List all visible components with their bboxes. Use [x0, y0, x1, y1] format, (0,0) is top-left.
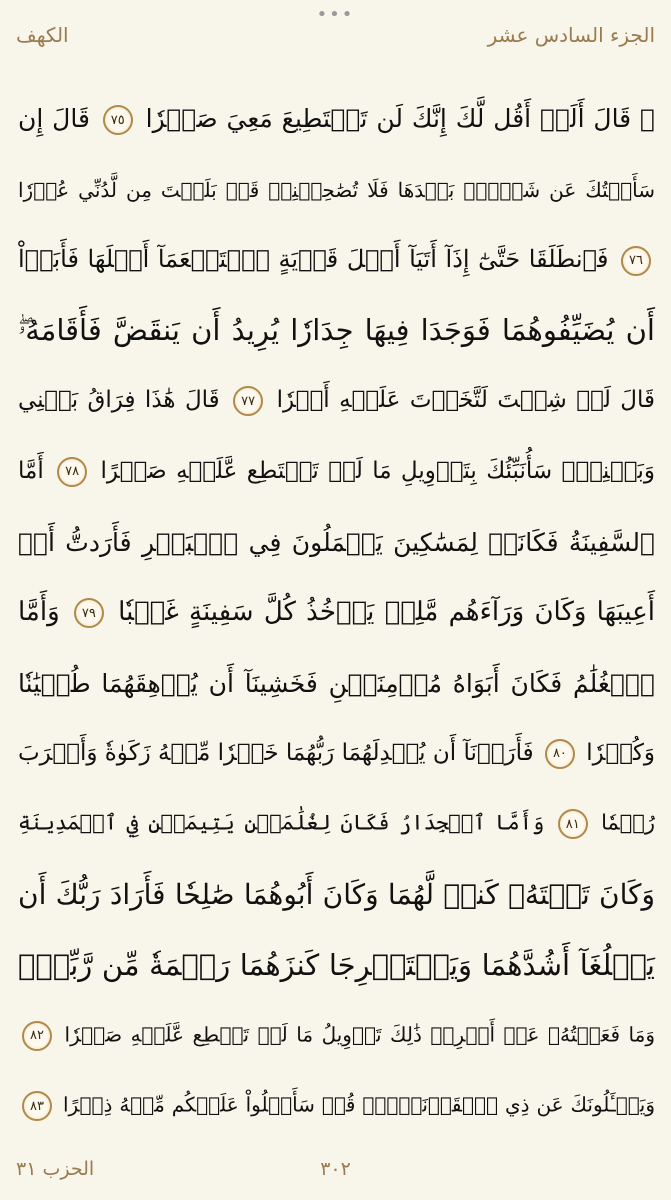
ayah-number-marker[interactable]: ٨١: [558, 809, 588, 839]
verse-text-segment: وَأَمَّا ٱلۡجِدَارُ فَكَانَ لِغُلَٰمَيۡنِ يَتِيمَيۡنِ فِي ٱلۡمَدِينَةِ: [18, 810, 545, 835]
page-footer: [16, 1156, 655, 1182]
verse-line-text: [18, 1021, 655, 1051]
verse-text-segment: وَيَسۡـَٔلُونَكَ عَن ذِي ٱلۡقَرۡنَيۡنِۖ قُلۡ سَأَتۡلُواْ عَلَيۡكُم مِّنۡهُ ذِكۡرًا: [62, 1092, 656, 1117]
verse-line: [18, 1001, 655, 1072]
verse-text-segment: وَكُفۡرٗا: [586, 739, 656, 766]
verse-line-text: [18, 1091, 655, 1121]
page-number: ٣٠٢: [320, 1158, 351, 1180]
verse-line-text: [18, 245, 655, 276]
verse-line-text: [18, 809, 655, 839]
verse-text-segment: أَعِيبَهَا وَكَانَ وَرَآءَهُم مَّلِكٞ يَأۡخُذُ كُلَّ سَفِينَةٍ غَصۡبٗا: [118, 597, 655, 628]
verse-text-segment: قَالَ هَٰذَا فِرَاقُ بَيۡنِي: [18, 387, 220, 414]
verse-line-text: [18, 597, 655, 628]
verse-text-segment: وَمَا فَعَلۡتُهُۥ عَنۡ أَمۡرِيۚ ذَٰلِكَ تَأۡوِيلُ مَا لَمۡ تَسۡطِع عَّلَيۡهِ صَبۡرٗا: [64, 1022, 655, 1047]
hizb-label: الحزب ٣١: [16, 1158, 95, 1180]
verse-line-text: [18, 457, 655, 487]
verse-text-segment: قَالَ إِن: [18, 103, 90, 133]
verse-line: [18, 930, 655, 1001]
verse-text-segment: وَأَمَّا: [18, 597, 60, 628]
verse-text-segment: يَبۡلُغَآ أَشُدَّهُمَا وَيَسۡتَخۡرِجَا كَنزَهُمَا رَحۡمَةٗ مِّن رَّبِّكَۚ: [18, 948, 655, 983]
verse-line: [18, 225, 655, 296]
verse-text-segment: ٱلسَّفِينَةُ فَكَانَتۡ لِمَسَٰكِينَ يَعۡمَلُونَ فِي ٱلۡبَحۡرِ فَأَرَدتُّ أَنۡ: [18, 527, 655, 557]
verse-text-segment: فَأَرَدۡنَآ أَن يُبۡدِلَهُمَا رَبُّهُمَا خَيۡرٗا مِّنۡهُ زَكَوٰةٗ وَأَقۡرَبَ: [18, 739, 534, 766]
ayah-number-marker[interactable]: ٨٢: [22, 1021, 52, 1051]
verse-text-segment: أَن يُضَيِّفُوهُمَا فَوَجَدَا فِيهَا جِدَارٗا يُرِيدُ أَن يَنقَضَّ فَأَقَامَهُۥۖ: [18, 313, 655, 348]
verse-line-text: [18, 528, 655, 557]
ayah-number-marker[interactable]: ٨٣: [22, 1091, 52, 1121]
verse-line-text: [18, 878, 655, 911]
verse-text-segment: قَالَ لَوۡ شِئۡتَ لَتَّخَذۡتَ عَلَيۡهِ أَجۡرٗا: [276, 387, 656, 414]
top-handle-dots[interactable]: •••: [316, 4, 355, 25]
verse-text-segment: رُحۡمٗا: [601, 810, 655, 835]
verse-line-text: [18, 739, 655, 769]
verse-text-segment: وَبَيۡنِكَۚ سَأُنَبِّئُكَ بِتَأۡوِيلِ مَا لَمۡ تَسۡتَطِع عَّلَيۡهِ صَبۡرًا: [100, 457, 655, 484]
verse-line-text: [18, 948, 655, 982]
verse-line: [18, 1071, 655, 1142]
ayah-number-marker[interactable]: ٧٥: [103, 105, 133, 135]
verse-line-text: [18, 386, 655, 416]
verse-line: [18, 578, 655, 649]
verse-line: [18, 366, 655, 437]
verse-text-segment: سَأَلۡتُكَ عَن شَيۡءِۭ بَعۡدَهَا فَلَا تُصَٰحِبۡنِيۖ قَدۡ بَلَغۡتَ مِن لَّدُنِّي عُذۡرٗا: [18, 177, 656, 202]
surah-name: الكهف: [16, 23, 69, 47]
verse-text-segment: فَٱنطَلَقَا حَتَّىٰٓ إِذَآ أَتَيَآ أَهۡلَ قَرۡيَةٍ ٱسۡتَطۡعَمَآ أَهۡلَهَا فَأَبَوۡاْ: [18, 245, 609, 273]
verse-line: [18, 296, 655, 367]
verse-line: [18, 648, 655, 719]
ayah-number-marker[interactable]: ٧٨: [57, 457, 87, 487]
ayah-number-marker[interactable]: ٧٦: [621, 246, 651, 276]
ayah-number-marker[interactable]: ٧٧: [233, 386, 263, 416]
verse-line-text: [18, 313, 655, 348]
verse-line-text: [18, 669, 655, 698]
verse-line: [18, 860, 655, 931]
page-header: [16, 20, 655, 50]
verse-line: [18, 84, 655, 155]
verse-text-segment: وَكَانَ تَحۡتَهُۥ كَنزٞ لَّهُمَا وَكَانَ أَبُوهُمَا صَٰلِحٗا فَأَرَادَ رَبُّكَ أَن: [18, 878, 655, 912]
verse-text-segment: ٱلۡغُلَٰمُ فَكَانَ أَبَوَاهُ مُؤۡمِنَيۡنِ فَخَشِينَآ أَن يُرۡهِقَهُمَا طُغۡيَٰنٗا: [18, 668, 655, 698]
verse-line-text: [18, 104, 655, 136]
verse-text-segment: أَمَّا: [18, 457, 44, 484]
juz-name: الجزء السادس عشر: [487, 23, 655, 47]
verse-line-text: [18, 178, 655, 202]
quran-page-text: [18, 84, 655, 1144]
verse-line: [18, 507, 655, 578]
verse-line: [18, 719, 655, 790]
ayah-number-marker[interactable]: ٧٩: [74, 598, 104, 628]
verse-line: [18, 789, 655, 860]
verse-line: [18, 437, 655, 508]
ayah-number-marker[interactable]: ٨٠: [545, 739, 575, 769]
verse-line: [18, 155, 655, 226]
verse-text-segment: ۞ قَالَ أَلَمۡ أَقُل لَّكَ إِنَّكَ لَن تَسۡتَطِيعَ مَعِيَ صَبۡرٗا: [145, 103, 656, 133]
